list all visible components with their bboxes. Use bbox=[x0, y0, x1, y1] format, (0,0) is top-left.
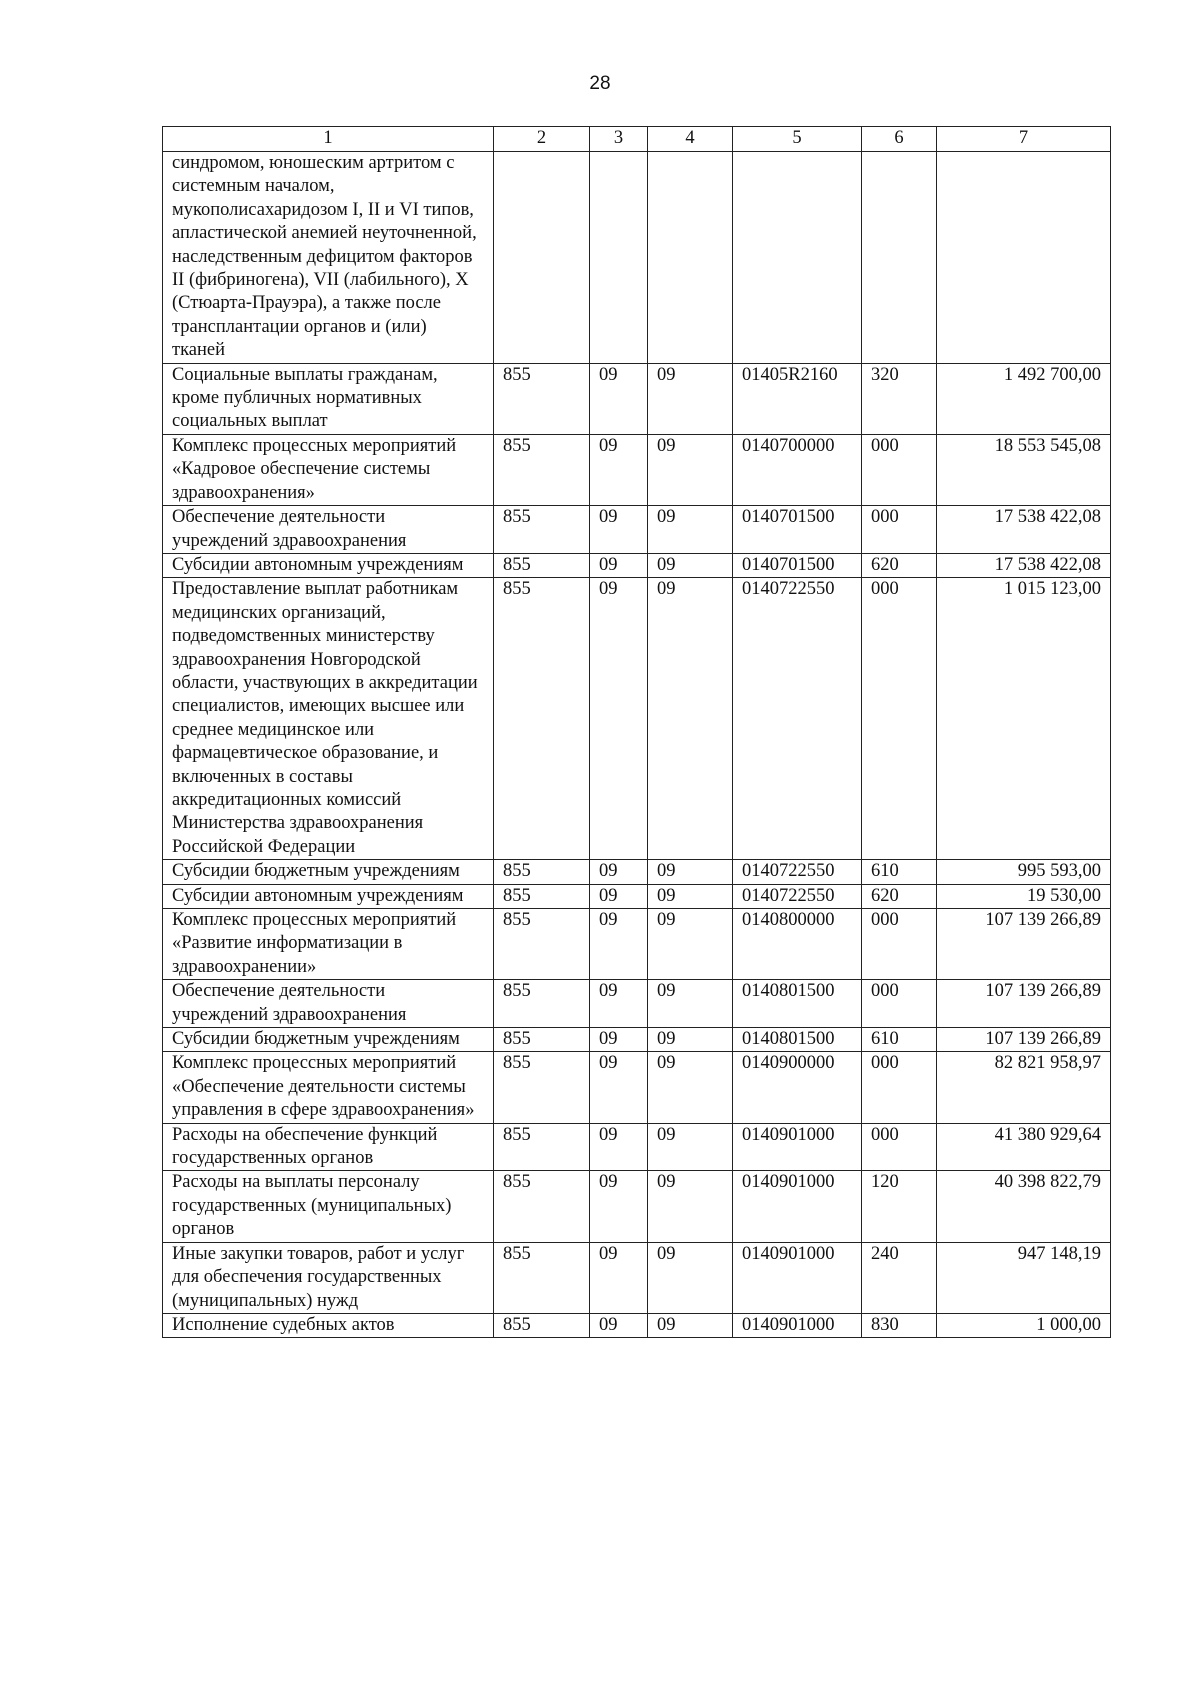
cell-pr: 09 bbox=[648, 1028, 733, 1052]
cell-amount: 1 492 700,00 bbox=[937, 363, 1111, 434]
cell-pr: 09 bbox=[648, 1242, 733, 1313]
cell-pr bbox=[648, 152, 733, 364]
table-row bbox=[163, 909, 1111, 980]
cell-csr bbox=[733, 152, 862, 364]
cell-vr: 240 bbox=[862, 1242, 937, 1313]
cell-amount: 17 538 422,08 bbox=[937, 506, 1111, 554]
table-row bbox=[163, 506, 1111, 554]
cell-rz: 09 bbox=[590, 1313, 648, 1337]
cell-csr: 0140801500 bbox=[733, 980, 862, 1028]
cell-csr: 0140722550 bbox=[733, 884, 862, 908]
cell-amount: 107 139 266,89 bbox=[937, 1028, 1111, 1052]
cell-grbs: 855 bbox=[494, 1052, 590, 1123]
cell-vr bbox=[862, 152, 937, 364]
cell-rz bbox=[590, 152, 648, 364]
table-row bbox=[163, 1123, 1111, 1171]
cell-grbs: 855 bbox=[494, 1028, 590, 1052]
cell-grbs: 855 bbox=[494, 909, 590, 980]
cell-csr: 0140901000 bbox=[733, 1123, 862, 1171]
cell-amount: 40 398 822,79 bbox=[937, 1171, 1111, 1242]
cell-amount: 107 139 266,89 bbox=[937, 909, 1111, 980]
cell-vr: 000 bbox=[862, 506, 937, 554]
cell-name: Предоставление выплат работникам медицинских организаций, подведомственных министерству здравоохранения Новгородской области, участвующих в аккредитации специалистов, имеющих высшее или среднее медицинское или фармацевтическое образование, и включенных в составы аккредитационных комиссий Министерства здравоохранения Российской Федерации bbox=[163, 578, 494, 860]
cell-pr: 09 bbox=[648, 980, 733, 1028]
cell-vr: 830 bbox=[862, 1313, 937, 1337]
cell-vr: 610 bbox=[862, 1028, 937, 1052]
cell-grbs: 855 bbox=[494, 1313, 590, 1337]
cell-name: Комплекс процессных мероприятий «Кадровое обеспечение системы здравоохранения» bbox=[163, 434, 494, 505]
cell-vr: 000 bbox=[862, 578, 937, 860]
cell-name: Комплекс процессных мероприятий «Развитие информатизации в здравоохранении» bbox=[163, 909, 494, 980]
cell-name: Субсидии бюджетным учреждениям bbox=[163, 860, 494, 884]
cell-name: Расходы на обеспечение функций государственных органов bbox=[163, 1123, 494, 1171]
cell-name: Иные закупки товаров, работ и услуг для обеспечения государственных (муниципальных) нужд bbox=[163, 1242, 494, 1313]
cell-amount: 107 139 266,89 bbox=[937, 980, 1111, 1028]
cell-pr: 09 bbox=[648, 434, 733, 505]
cell-vr: 320 bbox=[862, 363, 937, 434]
cell-rz: 09 bbox=[590, 1052, 648, 1123]
cell-pr: 09 bbox=[648, 884, 733, 908]
cell-amount: 1 000,00 bbox=[937, 1313, 1111, 1337]
cell-csr: 0140901000 bbox=[733, 1242, 862, 1313]
table-row bbox=[163, 980, 1111, 1028]
cell-grbs: 855 bbox=[494, 434, 590, 505]
cell-csr: 01405R2160 bbox=[733, 363, 862, 434]
cell-grbs: 855 bbox=[494, 884, 590, 908]
cell-pr: 09 bbox=[648, 1171, 733, 1242]
cell-name: Исполнение судебных актов bbox=[163, 1313, 494, 1337]
cell-name: Социальные выплаты гражданам, кроме публичных нормативных социальных выплат bbox=[163, 363, 494, 434]
table-row bbox=[163, 434, 1111, 505]
cell-csr: 0140701500 bbox=[733, 553, 862, 577]
cell-rz: 09 bbox=[590, 1123, 648, 1171]
cell-rz: 09 bbox=[590, 553, 648, 577]
cell-csr: 0140722550 bbox=[733, 578, 862, 860]
cell-amount: 17 538 422,08 bbox=[937, 553, 1111, 577]
cell-grbs bbox=[494, 152, 590, 364]
cell-csr: 0140722550 bbox=[733, 860, 862, 884]
cell-rz: 09 bbox=[590, 434, 648, 505]
column-header-6: 6 bbox=[862, 127, 937, 152]
cell-grbs: 855 bbox=[494, 1242, 590, 1313]
cell-rz: 09 bbox=[590, 909, 648, 980]
cell-grbs: 855 bbox=[494, 578, 590, 860]
cell-csr: 0140901000 bbox=[733, 1313, 862, 1337]
cell-pr: 09 bbox=[648, 1313, 733, 1337]
column-header-5: 5 bbox=[733, 127, 862, 152]
cell-grbs: 855 bbox=[494, 1171, 590, 1242]
table-row bbox=[163, 578, 1111, 860]
cell-vr: 000 bbox=[862, 1052, 937, 1123]
cell-amount: 19 530,00 bbox=[937, 884, 1111, 908]
column-header-1: 1 bbox=[163, 127, 494, 152]
table-row bbox=[163, 1242, 1111, 1313]
cell-vr: 000 bbox=[862, 909, 937, 980]
cell-pr: 09 bbox=[648, 909, 733, 980]
cell-rz: 09 bbox=[590, 363, 648, 434]
cell-pr: 09 bbox=[648, 860, 733, 884]
cell-vr: 620 bbox=[862, 553, 937, 577]
cell-amount: 947 148,19 bbox=[937, 1242, 1111, 1313]
budget-table bbox=[162, 126, 1111, 1338]
cell-vr: 000 bbox=[862, 980, 937, 1028]
cell-csr: 0140901000 bbox=[733, 1171, 862, 1242]
table-row bbox=[163, 1171, 1111, 1242]
cell-grbs: 855 bbox=[494, 506, 590, 554]
cell-name: Субсидии бюджетным учреждениям bbox=[163, 1028, 494, 1052]
cell-grbs: 855 bbox=[494, 363, 590, 434]
cell-grbs: 855 bbox=[494, 1123, 590, 1171]
table-row bbox=[163, 860, 1111, 884]
cell-amount bbox=[937, 152, 1111, 364]
cell-name: Субсидии автономным учреждениям bbox=[163, 884, 494, 908]
cell-vr: 120 bbox=[862, 1171, 937, 1242]
cell-rz: 09 bbox=[590, 1028, 648, 1052]
cell-csr: 0140701500 bbox=[733, 506, 862, 554]
cell-vr: 000 bbox=[862, 434, 937, 505]
cell-name: Субсидии автономным учреждениям bbox=[163, 553, 494, 577]
cell-csr: 0140800000 bbox=[733, 909, 862, 980]
cell-pr: 09 bbox=[648, 578, 733, 860]
header-row bbox=[163, 127, 1111, 152]
cell-amount: 1 015 123,00 bbox=[937, 578, 1111, 860]
table-body bbox=[163, 152, 1111, 1338]
table-row bbox=[163, 1313, 1111, 1337]
cell-csr: 0140900000 bbox=[733, 1052, 862, 1123]
column-header-3: 3 bbox=[590, 127, 648, 152]
cell-vr: 620 bbox=[862, 884, 937, 908]
table-row bbox=[163, 1028, 1111, 1052]
cell-name: Расходы на выплаты персоналу государственных (муниципальных) органов bbox=[163, 1171, 494, 1242]
cell-name: Обеспечение деятельности учреждений здравоохранения bbox=[163, 980, 494, 1028]
cell-pr: 09 bbox=[648, 1123, 733, 1171]
table-row bbox=[163, 363, 1111, 434]
cell-pr: 09 bbox=[648, 506, 733, 554]
cell-grbs: 855 bbox=[494, 980, 590, 1028]
cell-csr: 0140700000 bbox=[733, 434, 862, 505]
cell-pr: 09 bbox=[648, 363, 733, 434]
cell-rz: 09 bbox=[590, 884, 648, 908]
cell-rz: 09 bbox=[590, 1171, 648, 1242]
cell-grbs: 855 bbox=[494, 553, 590, 577]
column-header-4: 4 bbox=[648, 127, 733, 152]
cell-pr: 09 bbox=[648, 553, 733, 577]
page-number: 28 bbox=[589, 73, 611, 94]
cell-rz: 09 bbox=[590, 1242, 648, 1313]
cell-name: Комплекс процессных мероприятий «Обеспечение деятельности системы управления в сфере здравоохранения» bbox=[163, 1052, 494, 1123]
table-row bbox=[163, 884, 1111, 908]
column-header-7: 7 bbox=[937, 127, 1111, 152]
cell-amount: 995 593,00 bbox=[937, 860, 1111, 884]
table-row bbox=[163, 553, 1111, 577]
cell-csr: 0140801500 bbox=[733, 1028, 862, 1052]
cell-grbs: 855 bbox=[494, 860, 590, 884]
cell-amount: 82 821 958,97 bbox=[937, 1052, 1111, 1123]
cell-name: Обеспечение деятельности учреждений здравоохранения bbox=[163, 506, 494, 554]
cell-name: синдромом, юношеским артритом с системным началом, мукополисахаридозом I, II и VI типов, апластической анемией неуточненной, наследственным дефицитом факторов II (фибриногена), VII (лабильного), X (Стюарта-Прауэра), а также после трансплантации органов и (или) тканей bbox=[163, 152, 494, 364]
table-header bbox=[163, 127, 1111, 152]
cell-rz: 09 bbox=[590, 578, 648, 860]
cell-rz: 09 bbox=[590, 980, 648, 1028]
cell-rz: 09 bbox=[590, 860, 648, 884]
column-header-2: 2 bbox=[494, 127, 590, 152]
cell-vr: 000 bbox=[862, 1123, 937, 1171]
cell-amount: 41 380 929,64 bbox=[937, 1123, 1111, 1171]
cell-vr: 610 bbox=[862, 860, 937, 884]
cell-pr: 09 bbox=[648, 1052, 733, 1123]
cell-rz: 09 bbox=[590, 506, 648, 554]
table-row bbox=[163, 152, 1111, 364]
cell-amount: 18 553 545,08 bbox=[937, 434, 1111, 505]
table-row bbox=[163, 1052, 1111, 1123]
